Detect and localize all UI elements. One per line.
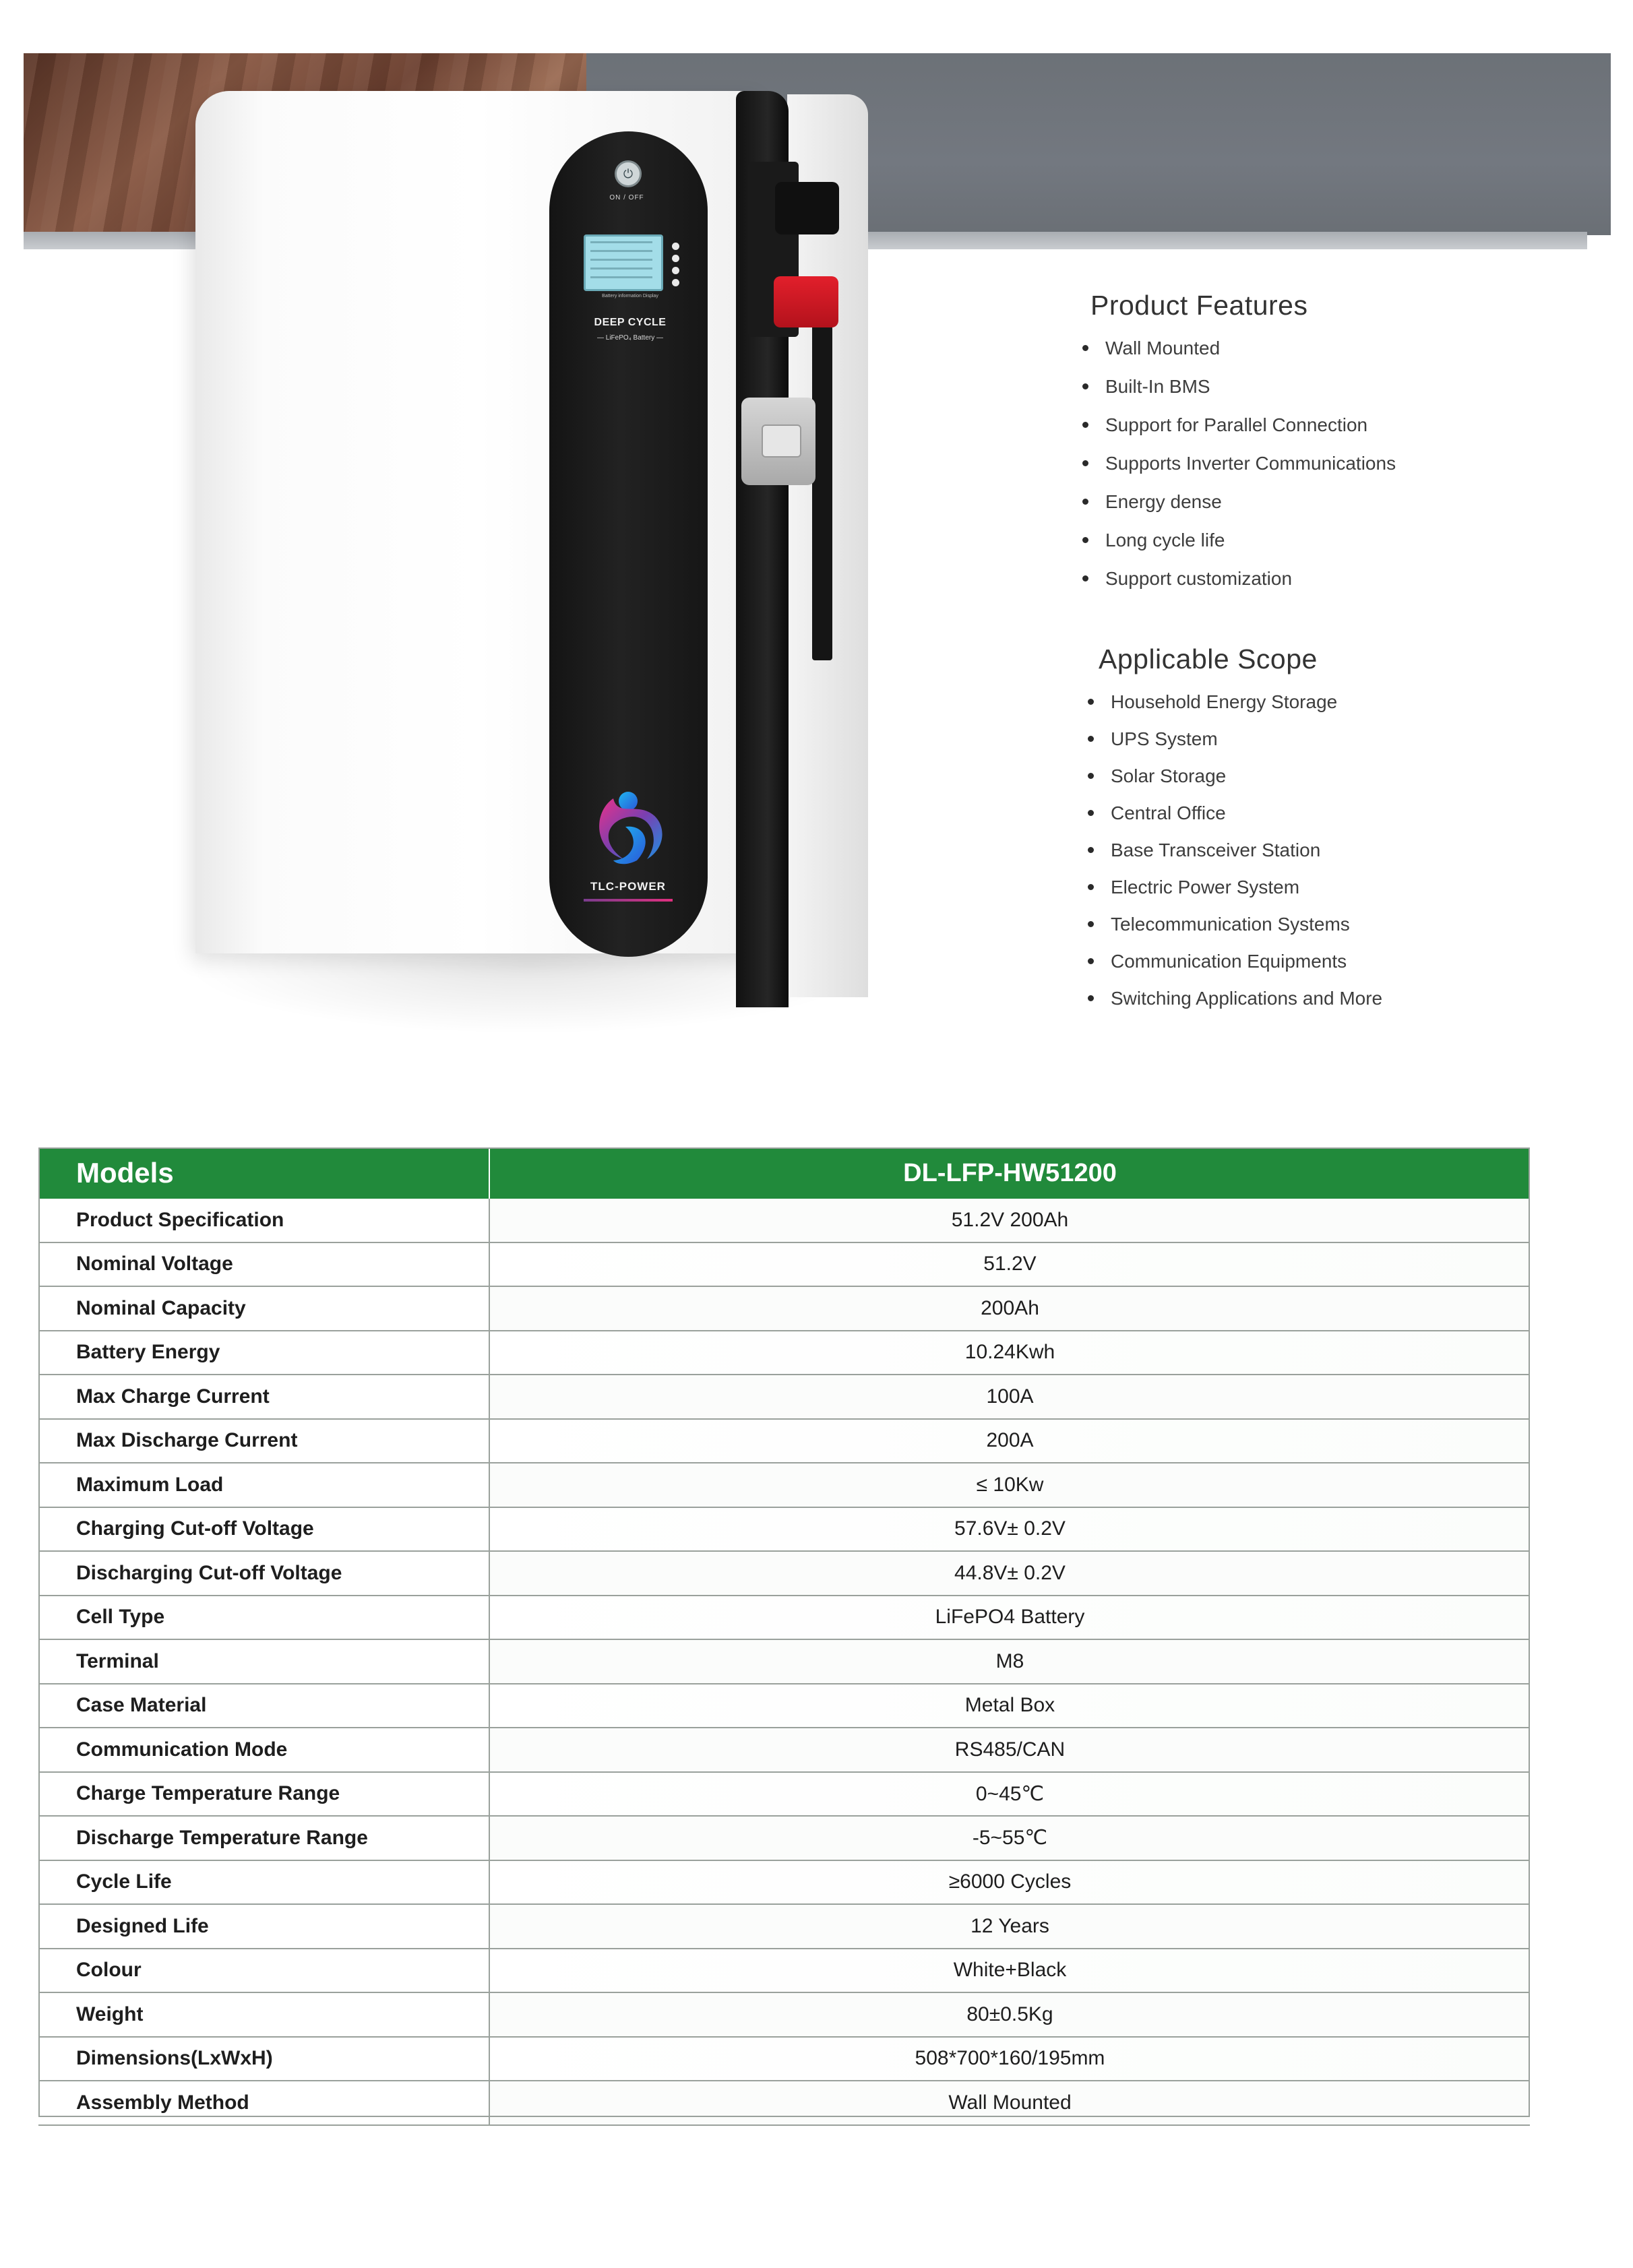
spec-key: Product Specification <box>38 1199 489 1242</box>
spec-table <box>38 1147 1530 2126</box>
table-row <box>38 1596 1530 1640</box>
applicable-scope-title: Applicable Scope <box>1099 643 1318 674</box>
table-row <box>38 1286 1530 1331</box>
table-row <box>38 1772 1530 1817</box>
spec-key: Designed Life <box>38 1904 489 1949</box>
spec-key: Max Discharge Current <box>38 1419 489 1463</box>
battery-mount-bracket <box>812 323 832 660</box>
lcd-readout <box>590 241 652 280</box>
spec-key: Discharging Cut-off Voltage <box>38 1551 489 1596</box>
spec-value: 57.6V± 0.2V <box>489 1507 1530 1552</box>
lifepo-label: — LiFePO₄ Battery — <box>597 334 663 342</box>
spec-value: 508*700*160/195mm <box>489 2037 1530 2081</box>
spec-value: White+Black <box>489 1949 1530 1993</box>
spec-value: RS485/CAN <box>489 1728 1530 1772</box>
table-header-row <box>38 1147 1530 1199</box>
spec-value: 10.24Kwh <box>489 1331 1530 1375</box>
spec-value: 0~45℃ <box>489 1772 1530 1817</box>
spec-key: Maximum Load <box>38 1463 489 1507</box>
table-row <box>38 2037 1530 2081</box>
table-row <box>38 1242 1530 1287</box>
spec-value: 12 Years <box>489 1904 1530 1949</box>
table-row <box>38 1375 1530 1419</box>
table-row <box>38 1551 1530 1596</box>
table-row <box>38 1507 1530 1552</box>
list-item: Electric Power System <box>1088 869 1382 906</box>
table-row <box>38 1331 1530 1375</box>
tlc-power-logo-icon <box>586 785 671 869</box>
spec-value: Wall Mounted <box>489 2081 1530 2125</box>
on-off-label: ON / OFF <box>609 194 644 201</box>
table-row <box>38 1904 1530 1949</box>
spec-key: Charging Cut-off Voltage <box>38 1507 489 1552</box>
brand-label: TLC-POWER <box>590 880 666 893</box>
spec-value: 200Ah <box>489 1286 1530 1331</box>
spec-key: Nominal Capacity <box>38 1286 489 1331</box>
spec-key: Weight <box>38 1992 489 2037</box>
indicator-leds-icon <box>672 243 680 291</box>
spec-value: 200A <box>489 1419 1530 1463</box>
models-header: Models <box>38 1147 489 1199</box>
spec-key: Battery Energy <box>38 1331 489 1375</box>
table-row <box>38 1860 1530 1905</box>
list-item: Communication Equipments <box>1088 943 1382 980</box>
list-item: Support for Parallel Connection <box>1082 406 1396 444</box>
spec-key: Discharge Temperature Range <box>38 1816 489 1860</box>
spec-value: 51.2V <box>489 1242 1530 1287</box>
list-item: Supports Inverter Communications <box>1082 444 1396 482</box>
list-item: UPS System <box>1088 720 1382 757</box>
list-item: Switching Applications and More <box>1088 980 1382 1017</box>
list-item: Telecommunication Systems <box>1088 906 1382 943</box>
table-row <box>38 2081 1530 2125</box>
spec-value: ≤ 10Kw <box>489 1463 1530 1507</box>
spec-value: ≥6000 Cycles <box>489 1860 1530 1905</box>
product-features-list <box>1082 329 1396 598</box>
positive-terminal-icon <box>774 276 838 327</box>
handle-grip <box>762 424 801 458</box>
spec-key: Assembly Method <box>38 2081 489 2125</box>
spec-value: LiFePO4 Battery <box>489 1596 1530 1640</box>
deep-cycle-label: DEEP CYCLE <box>594 317 667 328</box>
list-item: Central Office <box>1088 794 1382 831</box>
spec-value: -5~55℃ <box>489 1816 1530 1860</box>
list-item: Support customization <box>1082 559 1396 598</box>
applicable-scope-list <box>1088 683 1382 1017</box>
spec-key: Case Material <box>38 1684 489 1728</box>
table-row <box>38 1992 1530 2037</box>
power-button-icon: ⏻ <box>615 160 642 187</box>
spec-key: Dimensions(LxWxH) <box>38 2037 489 2081</box>
spec-value: Metal Box <box>489 1684 1530 1728</box>
table-row <box>38 1816 1530 1860</box>
display-caption: Battery information Display <box>602 294 658 298</box>
list-item: Energy dense <box>1082 482 1396 521</box>
spec-value: M8 <box>489 1639 1530 1684</box>
brand-underline <box>584 899 673 902</box>
table-row <box>38 1949 1530 1993</box>
spec-key: Max Charge Current <box>38 1375 489 1419</box>
spec-key: Communication Mode <box>38 1728 489 1772</box>
model-number-header: DL-LFP-HW51200 <box>489 1147 1530 1199</box>
table-row <box>38 1684 1530 1728</box>
list-item: Long cycle life <box>1082 521 1396 559</box>
spec-value: 80±0.5Kg <box>489 1992 1530 2037</box>
spec-key: Charge Temperature Range <box>38 1772 489 1817</box>
table-row <box>38 1463 1530 1507</box>
table-row <box>38 1199 1530 1242</box>
list-item: Household Energy Storage <box>1088 683 1382 720</box>
negative-terminal-icon <box>775 182 839 234</box>
table-row <box>38 1639 1530 1684</box>
spec-value: 100A <box>489 1375 1530 1419</box>
product-features-title: Product Features <box>1090 290 1308 321</box>
list-item: Base Transceiver Station <box>1088 831 1382 869</box>
table-row <box>38 1419 1530 1463</box>
spec-key: Cell Type <box>38 1596 489 1640</box>
spec-value: 44.8V± 0.2V <box>489 1551 1530 1596</box>
list-item: Solar Storage <box>1088 757 1382 794</box>
spec-value: 51.2V 200Ah <box>489 1199 1530 1242</box>
spec-key: Terminal <box>38 1639 489 1684</box>
list-item: Wall Mounted <box>1082 329 1396 367</box>
table-row <box>38 1728 1530 1772</box>
spec-key: Cycle Life <box>38 1860 489 1905</box>
spec-key: Colour <box>38 1949 489 1993</box>
list-item: Built-In BMS <box>1082 367 1396 406</box>
spec-key: Nominal Voltage <box>38 1242 489 1287</box>
